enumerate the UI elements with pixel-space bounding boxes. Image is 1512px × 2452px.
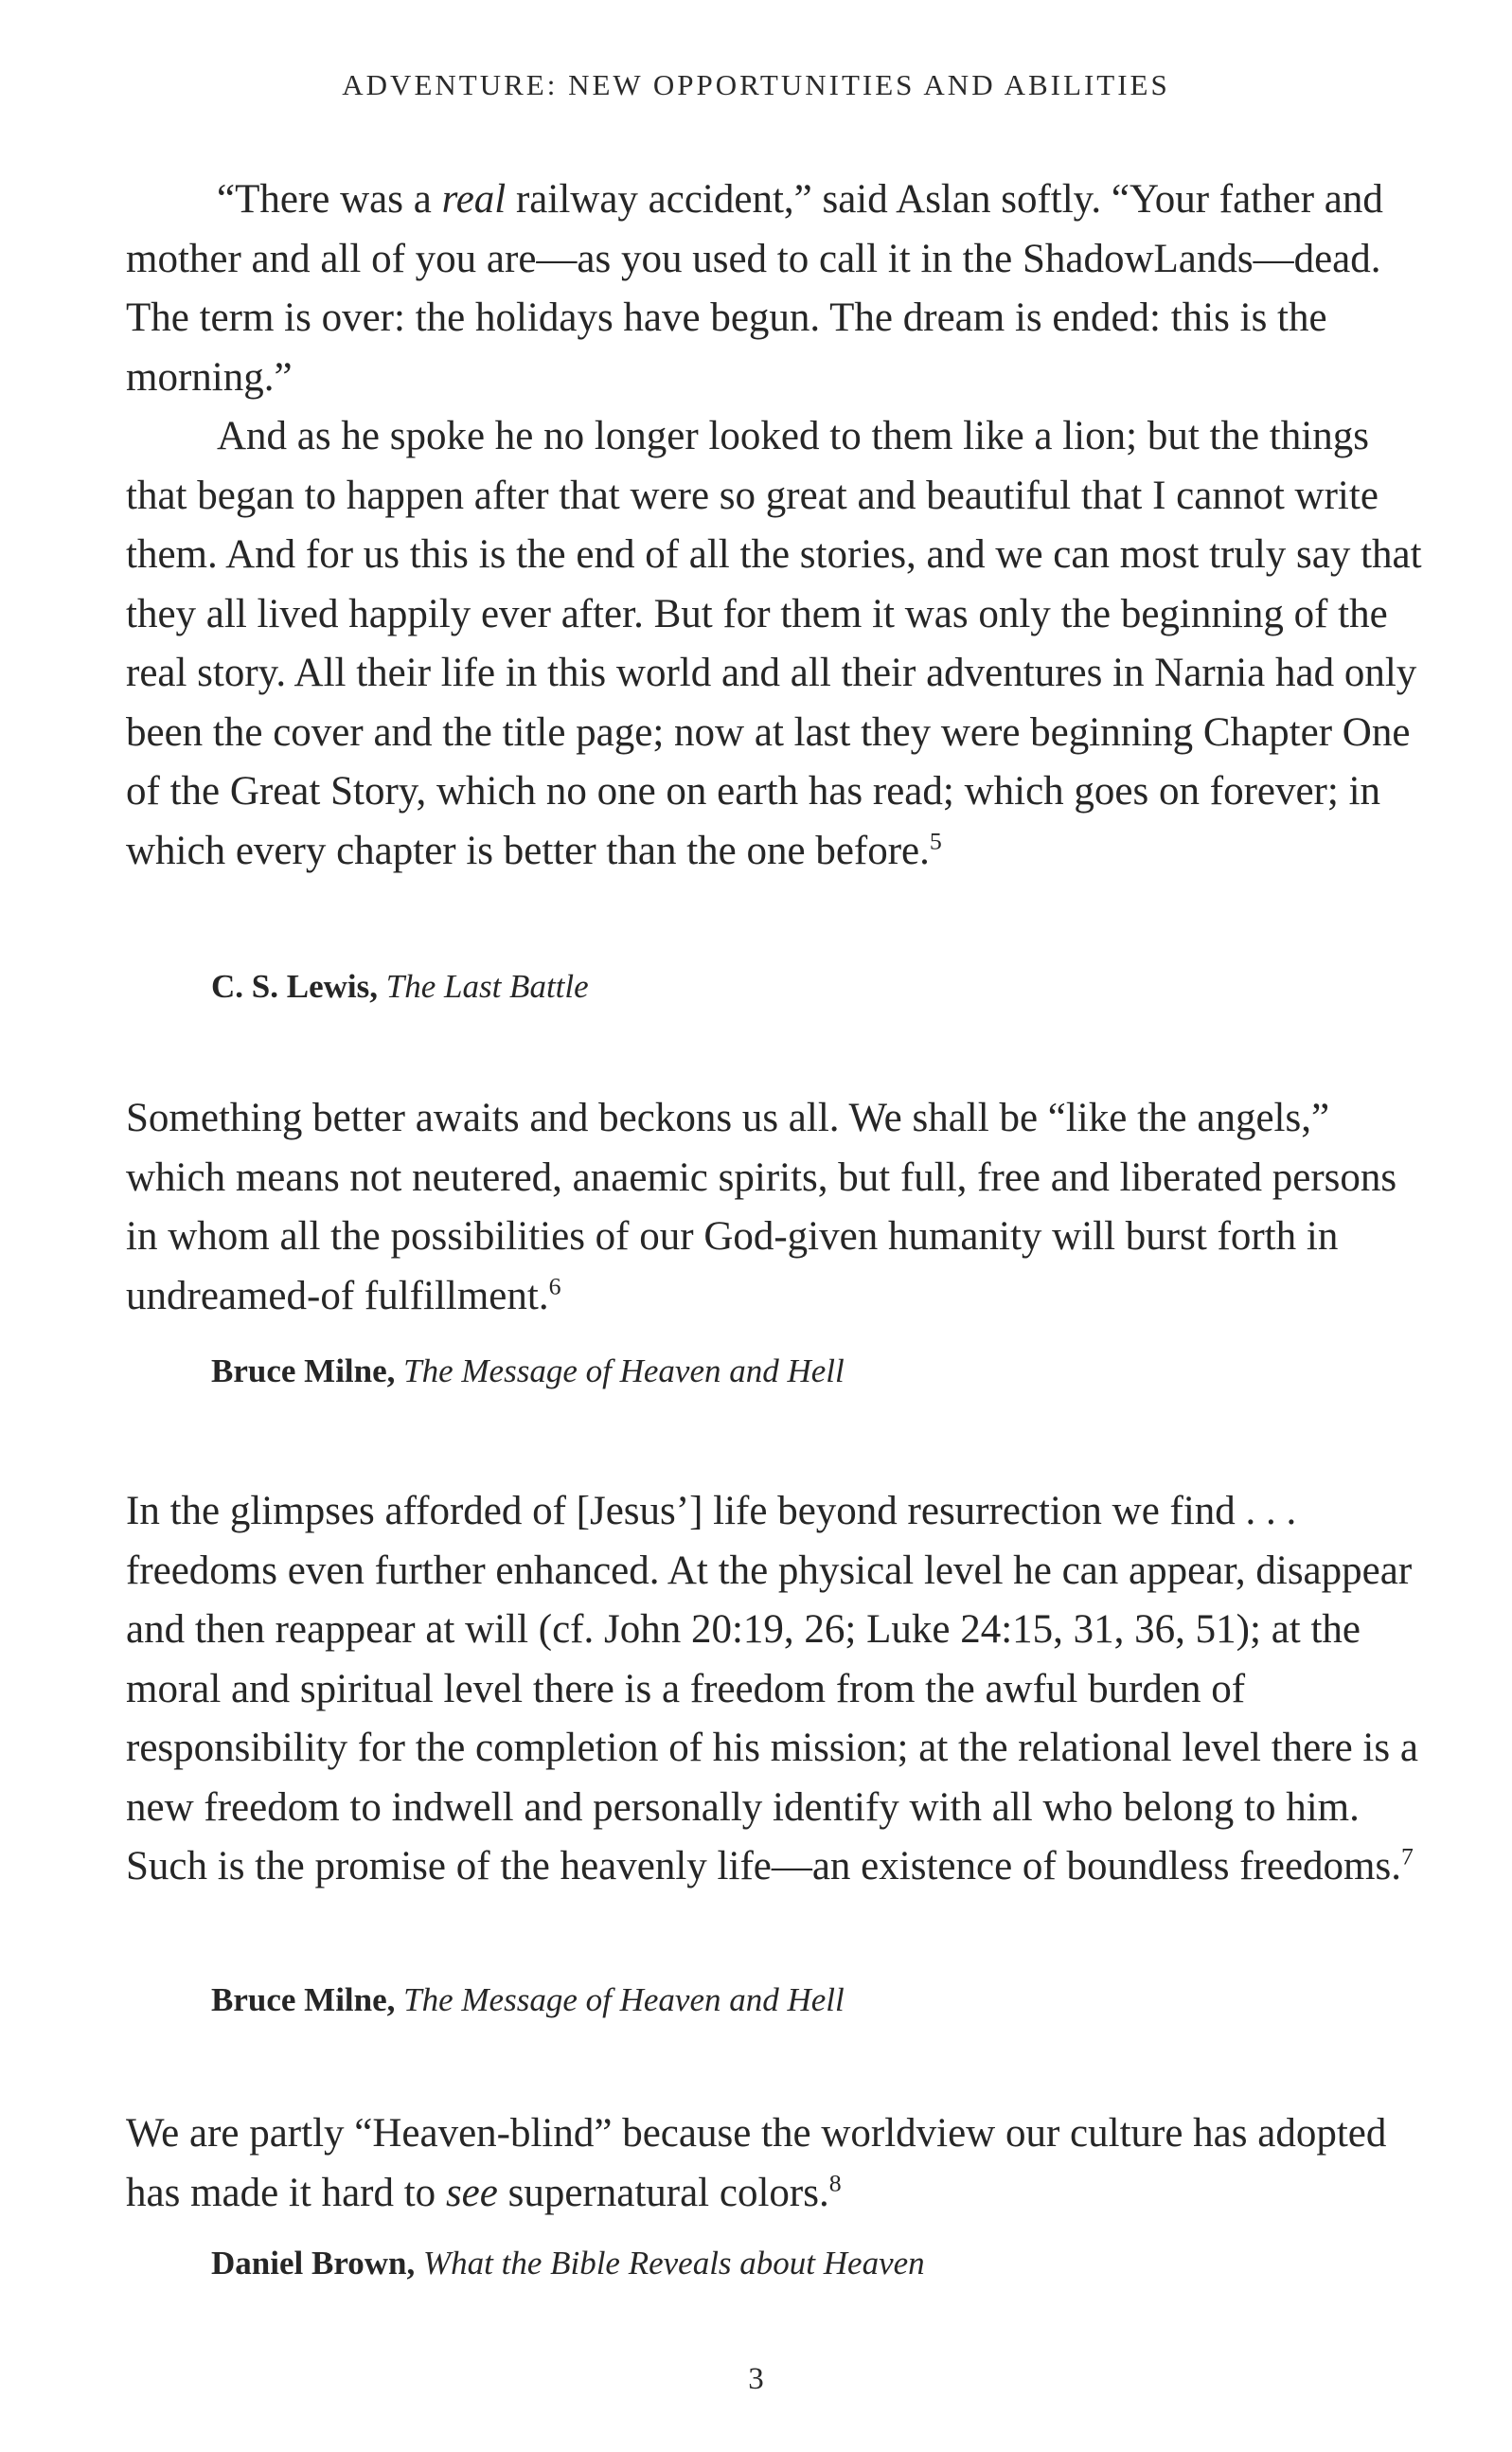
attribution-author: C. S. Lewis, [211,968,378,1005]
attribution-milne-2 [211,1981,845,2019]
quote-milne-2-paragraph [126,1482,1432,1897]
page-number: 3 [748,2362,764,2396]
quote-brown-paragraph [126,2104,1432,2223]
quote-brown [126,2104,1432,2223]
quote-lewis-paragraph-2 [126,407,1432,881]
quote-brown-text-b: supernatural colors. [497,2170,829,2215]
quote-lewis-text-b: railway accident,” said Aslan softly. “Your father and mother and all of you are—as you used to call it in the ShadowLands—dead. The term is over: the holidays have begun. The dream is ended: this is the morning.” [126,177,1383,400]
quote-lewis-paragraph-1 [126,170,1432,407]
quote-brown-text-a: We are partly “Heaven-blind” because the worldview our culture has adopted has made it hard to [126,2111,1387,2215]
attribution-author: Bruce Milne, [211,1981,396,2018]
quote-milne-2 [126,1482,1432,1897]
attribution-title: The Last Battle [385,968,589,1005]
footnote-marker-8: 8 [828,2169,842,2197]
quote-milne-2-text: In the glimpses afforded of [Jesus’] life beyond resurrection we find . . . freedoms even further enhanced. At the physical level he can appear, disappear and then reappear at will (cf. John 20:19, 26; Luke 24:15, 31, 36, 51); at the moral and spiritual level there is a freedom from the awful burden of responsibility for the completion of his mission; at the relational level there is a new freedom to indwell and personally identify with all who belong to him. Such is the promise of the heavenly life—an existence of boundless freedoms. [126,1489,1418,1888]
footnote-marker-6: 6 [548,1272,561,1300]
attribution-brown [211,2245,925,2282]
attribution-title: The Message of Heaven and Hell [403,1981,845,2018]
quote-brown-emphasis: see [445,2170,498,2215]
running-head: ADVENTURE: NEW OPPORTUNITIES AND ABILITIES [342,68,1170,101]
attribution-title: The Message of Heaven and Hell [403,1352,845,1389]
quote-lewis [126,170,1432,881]
attribution-author: Daniel Brown, [211,2245,416,2282]
quote-milne-1-text: Something better awaits and beckons us all. We shall be “like the angels,” which means not neutered, anaemic spirits, but full, free and liberated persons in whom all the possibilities of our God-given humanity will burst forth in undreamed-of fulfillment. [126,1096,1397,1318]
quote-lewis-text-a: “There was a [217,177,442,222]
quote-milne-1 [126,1089,1432,1326]
attribution-author: Bruce Milne, [211,1352,396,1389]
quote-lewis-text-c: And as he spoke he no longer looked to them like a lion; but the things that began to happen after that were so great and beautiful that I cannot write them. And for us this is the end of all the stories, and we can most truly say that they all lived happily ever after. But for them it was only the beginning of the real story. All their life in this world and all their adventures in Narnia had only been the cover and the title page; now at last they were beginning Chapter One of the Great Story, which no one on earth has read; which goes on forever; in which every chapter is better than the one before. [126,414,1422,873]
attribution-milne-1 [211,1352,845,1390]
attribution-lewis [211,968,589,1006]
footnote-marker-5: 5 [929,827,942,855]
quote-lewis-emphasis: real [441,177,507,222]
quote-milne-1-paragraph [126,1089,1432,1326]
attribution-title: What the Bible Reveals about Heaven [422,2245,925,2282]
footnote-marker-7: 7 [1400,1842,1414,1870]
